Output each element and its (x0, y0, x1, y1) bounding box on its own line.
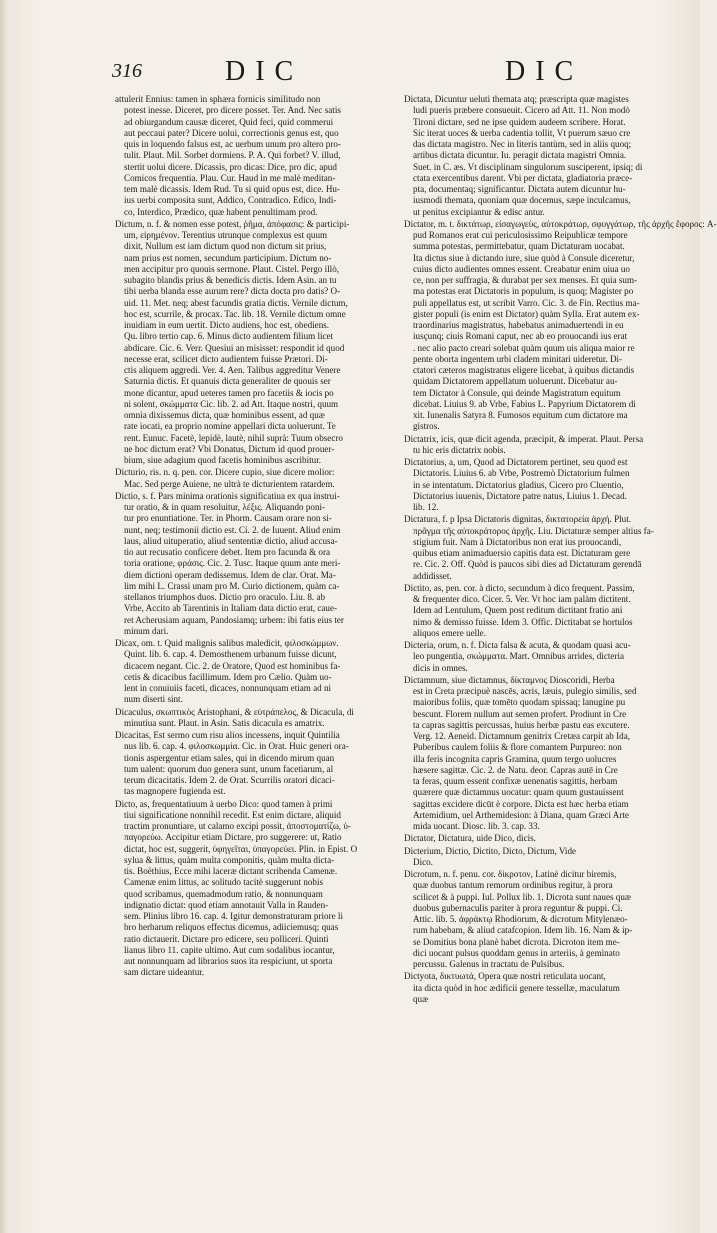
entry-line: iusmodi themata, quoniam quæ docemus, sæpe inculcamus, (413, 195, 631, 206)
entry-line: ne hoc dictum erat? Vbi Donatus, Dictum id quod prouer- (124, 443, 335, 454)
entry-line: quis in loquendo falsus est, ac uerbum unum pro altero pro- (124, 139, 341, 149)
entry-line: laus, aliud uituperatio, aliud sententiæ dictio, aliud accusa- (124, 535, 338, 546)
entry-line: gistros. (413, 421, 440, 432)
entry-line: mida uocant. Diosc. lib. 3. cap. 33. (413, 821, 540, 831)
entry-line: stertit uolui dicere. Dicassis, pro dicas: Dice, pro dic, apud (124, 161, 337, 172)
entry-line: pente oborta ingentem urbi cladem minitari uideretur. Di- (413, 353, 623, 364)
entry-line: subagito blandis prius & benedicis dictis. Idem Asin. an tu (124, 275, 337, 285)
entry-headline: Dicturio, ris. n. q. pen. cor. Dicere cupio, siue dicere molior: (115, 467, 335, 478)
entry-line: Verg. 12. Aeneid. Dictamnum genitrix Cretæa carpit ab Ida, (413, 731, 631, 741)
entry-line: mone dicantur, apud ueteres tamen pro facetiis & iocis po (124, 387, 334, 398)
entry-line: men accipitur pro quouis sermone. Plaut. Cistel. Pergo illò, (124, 263, 340, 274)
entry-line: Dictatoris. Liuius 6. ab Vrbe, Postremò Dictatorium fulmen (413, 468, 630, 479)
dictionary-entry (404, 971, 682, 1005)
dictionary-entry (404, 869, 682, 970)
entry-line: tractim pronuntiare, ut calamo excipi possit, ἀποστοματίζω, ὑ- (124, 821, 351, 831)
entry-line: ad obiurgandum causæ diceret, Quid feci, quid commerui (124, 116, 334, 127)
entry-line: ius uerbi composita sunt, Addico, Contradico. Edico, Indi- (124, 195, 337, 206)
entry-line: tio aut recusatio conficere debet. Item pro facunda & ora (124, 547, 331, 557)
entry-headline: Dicaculus, σκωπτικὸς Aristophani, & εὐτράπελος, & Dicacula, di (115, 706, 354, 717)
dictionary-entry (404, 833, 682, 844)
entry-line: cuius dicto audientes omnes essent. Creabatur enim uiua uo (413, 263, 630, 274)
entry-line: num diserti sint. (124, 694, 183, 705)
entry-line: quæ duobus tantum remorum ordinibus regitur, à prora (413, 880, 613, 891)
entry-headline: Dictamnum, siue dictamnus, δίκταμνος Dioscoridi, Herba (404, 674, 615, 685)
entry-line: tum ualent: quorum duo genera sunt, unum facetiarum, al (124, 763, 334, 774)
entry-headline: Dicax, om. t. Quid malignis salibus maledicit, φιλοσκώμμων. (115, 638, 339, 648)
entry-headline: Dictio, s. f. Pars minima orationis significatiua ex qua instrui- (115, 490, 340, 501)
running-head-right: DIC (505, 56, 584, 87)
entry-line: Idem ad Lentulum, Quem post reditum dictitant fratio ani (413, 605, 623, 616)
entry-line: dicacem negant. Cic. 2. de Oratore, Quod est hominibus fa- (124, 660, 341, 671)
entry-line: lianus libro 11. capite ultimo. Aut cum sodalibus iocantur, (124, 944, 335, 955)
entry-line: sem. Plinius libro 16. cap. 4. Igitur demonstraturam priore li (124, 911, 343, 921)
entry-line: das dictata magistro. Nec in literis tantùm, sed in aliis quoq; (413, 139, 632, 149)
entry-line: lim mihi L. Crassi unam pro M. Curio dictionem, quàm ca- (124, 580, 340, 591)
entry-line: tur oratio, & in quam resoluitur, λέξις. Aliquando poni- (124, 502, 326, 512)
entry-headline: Dictatorius, a, um, Quod ad Dictatorem pertinet, seu quod est (404, 457, 628, 467)
entry-line: quæ (413, 993, 429, 1004)
entry-line: duobus gubernaculis pariter à prora reguntur & puppi. Ci. (413, 902, 623, 913)
entry-line: tionis aspergentur etiam sales, qui in dicendo mirum quan (124, 752, 335, 763)
entry-line: dixit, Nullum est iam dictum quod non dictum sit prius, (124, 241, 327, 252)
dictionary-entry (404, 640, 682, 674)
entry-line: cetis & dicacibus facillimum. Idem pro Cælio. Quàm uo- (124, 671, 332, 682)
entry-line: πρᾶγμα τῆς αὐτοκράτορος ἀρχῆς. Liu. Dictaturæ semper altius fa- (413, 525, 654, 536)
dictionary-entry (115, 638, 391, 706)
entry-headline: Dictito, as, pen. cor. à dicto, secundum à dico frequent. Passim, (404, 582, 635, 593)
left-column (115, 94, 391, 980)
entry-line: Vrbe, Accito ab Tarentinis in Italiam data dictio erat, caue- (124, 603, 338, 614)
entry-headline: Dictata, Dicuntur ueluti themata atq; præscripta quæ magistes (404, 94, 629, 104)
entry-line: re. Cic. 2. Off. Quòd is paucos sibi dies ad Dictaturam gerendā (413, 559, 642, 570)
entry-line: quidam Dictatorem appellatum uoluerunt. Dicebatur au- (413, 376, 618, 387)
entry-line: παγορεύω. Accipitur etiam Dictare, pro suggerere: ut, Ratio (124, 832, 342, 843)
dictionary-entry (404, 846, 682, 869)
entry-line: tem Dictator à Consule, qui deinde Magistratum equitum (413, 387, 621, 398)
entry-line: rent. Eunuc. Facetè, lepidè, lautè, nihil suprà: Tuum obsecro (124, 432, 343, 443)
entry-line: Sic iterat uoces & uerba cadentia tollit, Vt puerum sæuo cre (413, 127, 631, 138)
entry-line: pud Romanos erat cui periculosissimo Reipublicæ tempore (413, 230, 628, 240)
dictionary-entry (404, 675, 682, 833)
entry-line: . nec alio pacto creari solebat quàm quum uis aliqua maior re (413, 342, 635, 353)
entry-line: indignatio dictat: quod etiam annotauit Valla in Rauden- (124, 899, 329, 910)
entry-line: bescunt. Florem nullum aut semen profert. Prodiunt in Cre (413, 708, 627, 719)
entry-line: nus lib. 6. cap. 4. φιλοσκωμμία. Cic. in Orat. Huic generi ora- (124, 741, 349, 752)
page-gutter (0, 0, 8, 1233)
entry-line: toria oratione, φράσις. Cic. 2. Tusc. Itaque quum ante meri- (124, 558, 341, 569)
entry-line: hæsere sagittæ. Cic. 2. de Natu. deor. Capras autē in Cre (413, 764, 618, 775)
entry-line: est in Creta præcipuè nascēs, acris, læuis, pulegio similis, sed (413, 686, 637, 696)
entry-line: ma potestas erat Dictatoris in populum, is quoq; Magister po (413, 286, 634, 297)
entry-line: necesse erat, scilicet dicto audientem fuisse Prætori. Di- (124, 353, 328, 364)
dictionary-entry (115, 491, 391, 637)
entry-line: ctis aliquem aggredi. Ver. 4. Aen. Talibus aggreditur Venere (124, 365, 341, 375)
entry-line: aut nonnunquam ad librarios suos ita respiciunt, ut sporta (124, 956, 333, 966)
entry-headline: Dicterium, Dictio, Dictito, Dicto, Dictum, Vide (404, 845, 577, 856)
entry-line: Artemidium, uel Arthemidesion: à Diana, quam Græci Arte (413, 809, 629, 820)
dictionary-entry (115, 707, 391, 730)
entry-line: ni solent, σκώμματα Cic. lib. 2. ad Att. Itaque nostri, quum (124, 398, 339, 409)
entry-line: Dico. (413, 856, 433, 867)
dictionary-entry (404, 434, 682, 457)
entry-line: illa feris incognita capris Gramina, quum tergo uolucres (413, 753, 617, 764)
entry-line: artibus dictata dicuntur. Iu. peragit dictata magistri Omnia. (413, 150, 627, 161)
entry-line: aut peccaui pater? Dicere uolui, correctionis genus est, quo (124, 127, 339, 138)
entry-line: sam dictare uideantur. (124, 967, 205, 978)
entry-line: sylua & littus, quàm multa componitis, quàm multa dicta- (124, 854, 335, 865)
entry-line: quod scribamus, quemadmodum ratio, & nonnunquam (124, 888, 323, 899)
entry-line: bium, siue adagium quod facetis hominibus ascribitur. (124, 455, 321, 465)
entry-line: tem malè dicassis. Idem Rud. Tu si quid opus est, dice. Hu- (124, 184, 340, 194)
page-number: 316 (112, 60, 142, 82)
entry-line: uid. 11. Met. neq; abest facundis gratia dictis. Vernile dictum, (124, 297, 348, 308)
entry-line: maioribus foliis, quæ tomēto quodam spissaq; lanugine pu (413, 697, 626, 708)
entry-line: addidisset. (413, 570, 452, 581)
entry-line: Attic. lib. 5. ἀφράκτῳ Rhodiorum, & dicrotum Mitylenæo- (413, 914, 628, 924)
entry-line: Camenæ enim littus, ac solitudo tacitè suggerunt nobis (124, 877, 324, 888)
entry-line: & frequenter dico. Cicer. 5. Ver. Vt hoc iam palàm dictitent. (413, 594, 631, 604)
dictionary-entry (115, 730, 391, 798)
entry-line: lib. 12. (413, 502, 439, 512)
entry-line: nunt, neq; testimonii dictio est. Ci. 2. de Iuuent. Aliud enim (124, 524, 341, 535)
entry-line: se Domitius bona planè habet dicrota. Dicroton item me- (413, 936, 620, 947)
entry-line: tibi uerba blanda esse aurum rere? dicta docta pro datis? O- (124, 286, 341, 297)
entry-line: omnia dixissemus dicta, quæ hominibus essent, ad quæ (124, 410, 325, 420)
entry-line: abdicare. Cic. 6. Verr. Quesiui an misisset: respondit id quod (124, 342, 345, 353)
entry-line: rate iocati, ea proprio nomine appellari dicta uoluerunt. Te (124, 421, 336, 432)
entry-line: ta capras sagittis percussas, huius herbæ pastu eas excutere. (413, 719, 630, 730)
entry-line: percussu. Galenus in tractatu de Pulsibus. (413, 959, 565, 969)
entry-line: Quint. lib. 6. cap. 4. Demosthenem urbanum fuisse dicunt, (124, 649, 337, 660)
entry-line: iusçunq; ciuis Romani caput, nec ab eo prouocandi ius erat (413, 331, 628, 342)
dictionary-entry (115, 467, 391, 490)
entry-line: Puberibus caulem foliis & flore comantem Purpureo: non (413, 742, 622, 753)
entry-line: hoc est, scurrile, & procax. Tac. lib. 18. Vernile dictum omne (124, 308, 346, 319)
entry-line: Comicos frequentia. Plau. Cur. Haud in me malè meditan- (124, 172, 336, 183)
entry-line: potest inesse. Diceret, pro dicere posset. Ter. And. Nec satis (124, 105, 341, 116)
entry-headline: Dicrotum, n. f. penu. cor. δίκροτον, Latinè dicitur biremis, (404, 869, 617, 879)
dictionary-entry (404, 583, 682, 639)
entry-line: ratio dictauerit. Dictare pro edicere, seu polliceri. Quinti (124, 933, 329, 944)
entry-line: quærere quæ dictamnus uocatur: quam quum gustauissent (413, 787, 624, 798)
entry-line: in se intentatum. Dictatorius gladius, Cicero pro Cluentio, (413, 479, 624, 490)
entry-headline: attulerit Ennius: tamen in sphæra fornicis similitudo non (115, 94, 321, 104)
entry-line: dicis in omnes. (413, 662, 468, 673)
entry-line: Saturnia dictis. Et quanuis dicta generaliter de quouis ser (124, 376, 331, 387)
entry-line: nimo & demisso fuisse. Idem 3. Offic. Dictitabat se hortulos (413, 616, 633, 627)
entry-headline: Dictator, m. t. δικτάτωρ, εἰσαγωγεὺς, αὐτοκράτωρ, σφυγγάτωρ, τῆς ἀρχῆς ἔφορος: A- (404, 218, 717, 229)
entry-line: tu hic eris dictatrix nobis. (413, 444, 506, 455)
entry-line: terum dicacitatis. Idem 2. de Orat. Scurrilis oratori dicaci- (124, 775, 335, 785)
entry-headline: Dictatrix, icis, quæ dicit agenda, præcipit, & imperat. Plaut. Persa (404, 433, 644, 444)
entry-line: traordinarius magistratus, habebatus animaduertendi in eu (413, 320, 624, 330)
entry-line: tas magnopere fugienda est. (124, 786, 226, 797)
dictionary-entry (404, 94, 682, 218)
entry-headline: Dictyota, δικτυωτά, Opera quæ nostri reticulata uocant, (404, 971, 606, 982)
entry-line: scilicet & à puppi. Iul. Pollux lib. 1. Dicrota sunt naues quæ (413, 891, 631, 902)
entry-line: tulit. Plaut. Mil. Sorbet dormiens. P. A. Qui forbet? V. illud, (124, 150, 341, 161)
dictionary-entry (115, 219, 391, 467)
entry-line: Qu. libro tertio cap. 6. Minus dicto audientem filium licet (124, 331, 334, 342)
entry-line: ludi pueris præbere consueuit. Cicero ad Att. 11. Non modò (413, 105, 630, 116)
entry-line: ctatori cæteros magistratus eligere licebat, à quibus dictandis (413, 365, 635, 375)
entry-line: ta feras, quum essent confixæ uenenatis sagittis, herbam (413, 776, 618, 786)
entry-line: Mac. Sed perge Auiene, ne ultrà te dicturientem ratardem. (124, 478, 335, 489)
entry-line: tur pro enuntiatione. Ter. in Phorm. Causam orare non si- (124, 513, 332, 524)
dictionary-entry (404, 457, 682, 513)
entry-line: Ita dictus siue à dictando iure, siue quòd à Consule diceretur, (413, 252, 635, 263)
entry-line: lent in conuiuiis faceti, dicaces, nonnunquam etiam ad ni (124, 683, 332, 693)
entry-line: sagittas excidere dicūt è corpore. Dicta est hæc herba etiam (413, 798, 629, 809)
entry-headline: Dictator, Dictatura, uide Dico, dicis. (404, 833, 536, 844)
entry-line: minum dari. (124, 625, 169, 636)
dictionary-entry (404, 514, 682, 582)
entry-line: puli appellatus est, ut scribit Varro. Cic. 3. de Fin. Rectius ma- (413, 297, 640, 308)
entry-line: um, εἰρημένον. Terentius utrunque complexus est quum (124, 230, 328, 240)
entry-line: dici uocant pulsus quoddam genus in arteriis, à geminato (413, 947, 620, 958)
entry-line: ita dicta quòd in hoc ædificii genere tessellæ, maculatum (413, 982, 620, 993)
entry-line: bro herbarum reliquos effectus dicemus, adiiciemusq; quas (124, 922, 339, 933)
entry-line: aliquos emere uelle. (413, 627, 486, 638)
entry-line: diem dictioni operam dedissemus. Idem de clar. Orat. Ma- (124, 569, 336, 580)
entry-line: xit. Iunenalis Satyra 8. Fumosos equitum cum dictatore ma (413, 410, 628, 420)
dictionary-entry (404, 218, 717, 433)
entry-headline: Dicto, as, frequentatiuum à uerbo Dico: quod tamen à primi (115, 798, 333, 809)
dictionary-entry (115, 94, 391, 218)
entry-line: stigium fuit. Nam à Dictatoribus non erat ius prouocandi, (413, 536, 622, 547)
entry-headline: Dicteria, orum, n. f. Dicta falsa & acuta, & quodam quasi acu- (404, 640, 631, 650)
right-column (404, 94, 717, 1006)
entry-line: stellanos triumphos duos. Dictio pro oraculo. Liu. 8. ab (124, 592, 326, 602)
entry-line: rum habebam, & aliud catafcopion. Idem lib. 16. Nam & ip- (413, 925, 633, 936)
entry-line: nam prius est nomen, secundum participium. Dictum no- (124, 252, 332, 263)
entry-line: ce, non per suffragia, & durabat per sex menses. Et quia sum- (413, 275, 638, 285)
entry-line: leo pungentia, σκώμματα. Mart. Omnibus arrides, dicteria (413, 651, 625, 662)
entry-line: dictat, hoc est, suggerit, ὑφηγεῖται, ὑπαγορεύει. Plin. in Epist. O (124, 843, 358, 854)
entry-headline: Dictatura, f. p Ipsa Dictatoris dignitas, δικτατορεία ἀρχή. Plut. (404, 514, 632, 525)
entry-headline: Dictum, n. f. & nomen esse potest, ῥῆμα, ἀπόφασις: & participi- (115, 218, 350, 229)
entry-line: Suet. in C. æs. Vt disciplinam singulorum susciperent, ipsiq; di (413, 161, 643, 172)
entry-headline: Dicacitas, Est sermo cum risu alios incessens, inquit Quintilia (115, 730, 340, 740)
entry-line: pta, documentaq; significantur. Dictata autem dicuntur hu- (413, 184, 626, 194)
entry-line: gister populi (is enim est Dictator) quàm Sylla. Erat autem ex- (413, 308, 640, 319)
entry-line: Tironi dictare, sed ne ipse quidem audeem scribere. Horat. (413, 116, 626, 127)
entry-line: co, Interdico, Prædico, quæ habent penultimam prod. (124, 206, 318, 217)
entry-line: inuidiam in eum uertit. Dicto audiens, hoc est, obediens. (124, 320, 330, 330)
entry-line: quibus etiam animaduersio capitis data est. Dictaturam gere (413, 548, 631, 558)
entry-line: ut penitus excipiantur & edisc antur. (413, 206, 545, 217)
entry-line: ctata exercentibus darent. Vbi per dictata, gladiatoria præce- (413, 172, 633, 183)
entry-line: tis. Boëthius, Ecce mihi laceræ dictant scribenda Camenæ. (124, 866, 338, 876)
entry-line: minutiua sunt. Plaut. in Asin. Satis dicacula es amatrix. (124, 717, 325, 728)
entry-line: Dictatorius iuuenis, Dictatore patre natus, Liuius 1. Decad. (413, 490, 627, 501)
dictionary-entry (115, 799, 391, 979)
running-head-left: DIC (225, 56, 304, 87)
entry-line: dicebat. Liuius 9. ab Vrbe, Fabius L. Papyrium Dictatorem di (413, 398, 636, 409)
entry-line: tiui significatione nonnihil recedit. Est enim dictare, aliquid (124, 809, 341, 820)
entry-line: ret Acherusiam aquam, Pandosiamq; urbem: ibi fatis eius ter (124, 614, 344, 625)
entry-line: summa potestas, permittebatur, quam Dictaturam uocabat. (413, 241, 625, 252)
